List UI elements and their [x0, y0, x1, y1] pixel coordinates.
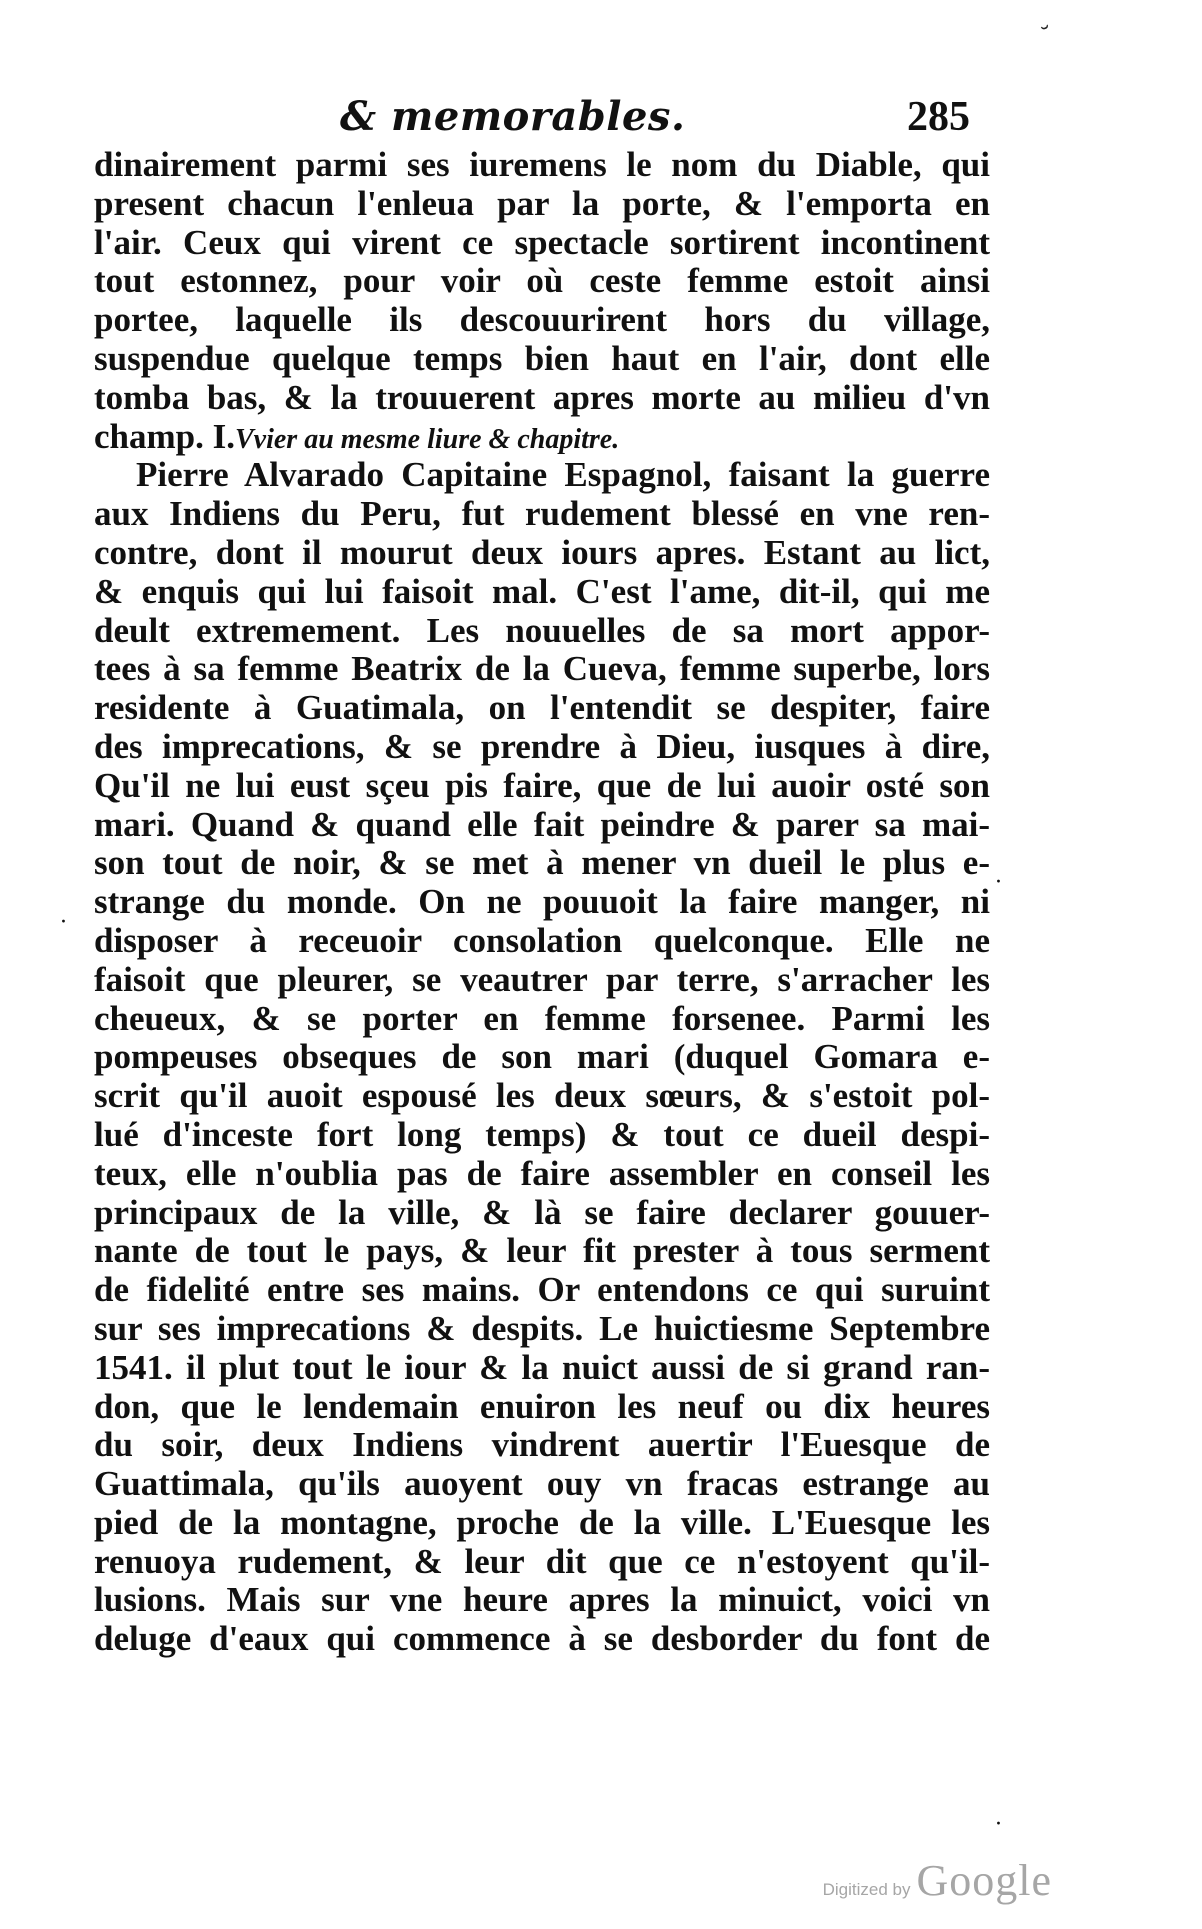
margin-dot: ·	[995, 870, 1002, 895]
text-line: faisoit que pleurer, se veautrer par terre, s'arracher les	[94, 960, 990, 999]
margin-dot: ·	[995, 1812, 1002, 1837]
text-line: cheueux, & se porter en femme forsenee. Parmi les	[94, 999, 990, 1038]
text-line: tout estonnez, pour voir où ceste femme estoit ainsi	[94, 262, 990, 301]
text-line: scrit qu'il auoit espousé les deux sœurs, & s'estoit pol-	[94, 1077, 990, 1116]
text-line: du soir, deux Indiens vindrent auertir l'Euesque de	[94, 1426, 990, 1465]
text-line-start: champ. I.	[94, 417, 235, 456]
text-line: dinairement parmi ses iuremens le nom du Diable, qui	[94, 146, 990, 184]
text-line: teux, elle n'oublia pas de faire assembler en conseil les	[94, 1154, 990, 1193]
watermark-prefix: Digitized by	[822, 1880, 911, 1899]
text-line: des imprecations, & se prendre à Dieu, iusques à dire,	[94, 727, 990, 766]
source-citation: Vvier au mesme liure & chapitre.	[235, 423, 620, 455]
text-line: 1541. il plut tout le iour & la nuict aussi de si grand ran-	[94, 1348, 990, 1387]
text-line: portee, laquelle ils descouurirent hors du village,	[94, 301, 990, 340]
text-line: tees à sa femme Beatrix de la Cueva, femme superbe, lors	[94, 650, 990, 689]
text-line: l'air. Ceux qui virent ce spectacle sortirent incontinent	[94, 223, 990, 262]
text-line: renuoya rudement, & leur dit que ce n'estoyent qu'il-	[94, 1542, 990, 1581]
text-line: & enquis qui lui faisoit mal. C'est l'ame, dit-il, qui me	[94, 572, 990, 611]
text-line: pied de la montagne, proche de la ville. L'Euesque les	[94, 1503, 990, 1542]
digitization-watermark	[823, 1855, 1052, 1906]
text-line: son tout de noir, & se met à mener vn dueil le plus e-	[94, 844, 990, 883]
text-line: residente à Guatimala, on l'entendit se despiter, faire	[94, 689, 990, 728]
paragraph-first-line: Pierre Alvarado Capitaine Espagnol, faisant la guerre	[136, 456, 990, 495]
text-line: lué d'inceste fort long temps) & tout ce dueil despi-	[94, 1115, 990, 1154]
text-line: suspendue quelque temps bien haut en l'air, dont elle	[94, 339, 990, 378]
text-line: principaux de la ville, & là se faire declarer gouuer-	[94, 1193, 990, 1232]
text-line: present chacun l'enleua par la porte, & l'emporta en	[94, 184, 990, 223]
text-line: aux Indiens du Peru, fut rudement blessé en vne ren-	[94, 495, 990, 534]
text-line: deult extremement. Les nouuelles de sa mort appor-	[94, 611, 990, 650]
text-line-with-citation	[94, 418, 990, 457]
text-line: Guattimala, qu'ils auoyent ouy vn fracas estrange au	[94, 1465, 990, 1504]
page-number: 285	[907, 94, 970, 140]
text-line: don, que le lendemain enuiron les neuf ou dix heures	[94, 1387, 990, 1426]
text-line: contre, dont il mourut deux iours apres. Estant au lict,	[94, 533, 990, 572]
text-line: deluge d'eaux qui commence à se desborder du font de	[94, 1620, 990, 1659]
page-header	[340, 92, 980, 142]
text-line: mari. Quand & quand elle fait peindre & parer sa mai-	[94, 805, 990, 844]
running-title: & memorables.	[340, 93, 686, 140]
text-line: nante de tout le pays, & leur fit prester à tous serment	[94, 1232, 990, 1271]
text-line: Qu'il ne lui eust sçeu pis faire, que de lui auoir osté son	[94, 766, 990, 805]
text-line: sur ses imprecations & despits. Le huictiesme Septembre	[94, 1309, 990, 1348]
text-line: de fidelité entre ses mains. Or entendons ce qui suruint	[94, 1271, 990, 1310]
body-text	[94, 146, 990, 1659]
text-line: pompeuses obseques de son mari (duquel Gomara e-	[94, 1038, 990, 1077]
text-line: disposer à receuoir consolation quelconque. Elle ne	[94, 921, 990, 960]
margin-dot: ·	[60, 910, 67, 935]
text-line: strange du monde. On ne pouuoit la faire manger, ni	[94, 883, 990, 922]
google-logo: Google	[916, 1856, 1052, 1905]
corner-ink-mark: ˘	[1037, 20, 1059, 52]
text-line: tomba bas, & la trouuerent apres morte au milieu d'vn	[94, 378, 990, 417]
text-line: lusions. Mais sur vne heure apres la minuict, voici vn	[94, 1581, 990, 1620]
